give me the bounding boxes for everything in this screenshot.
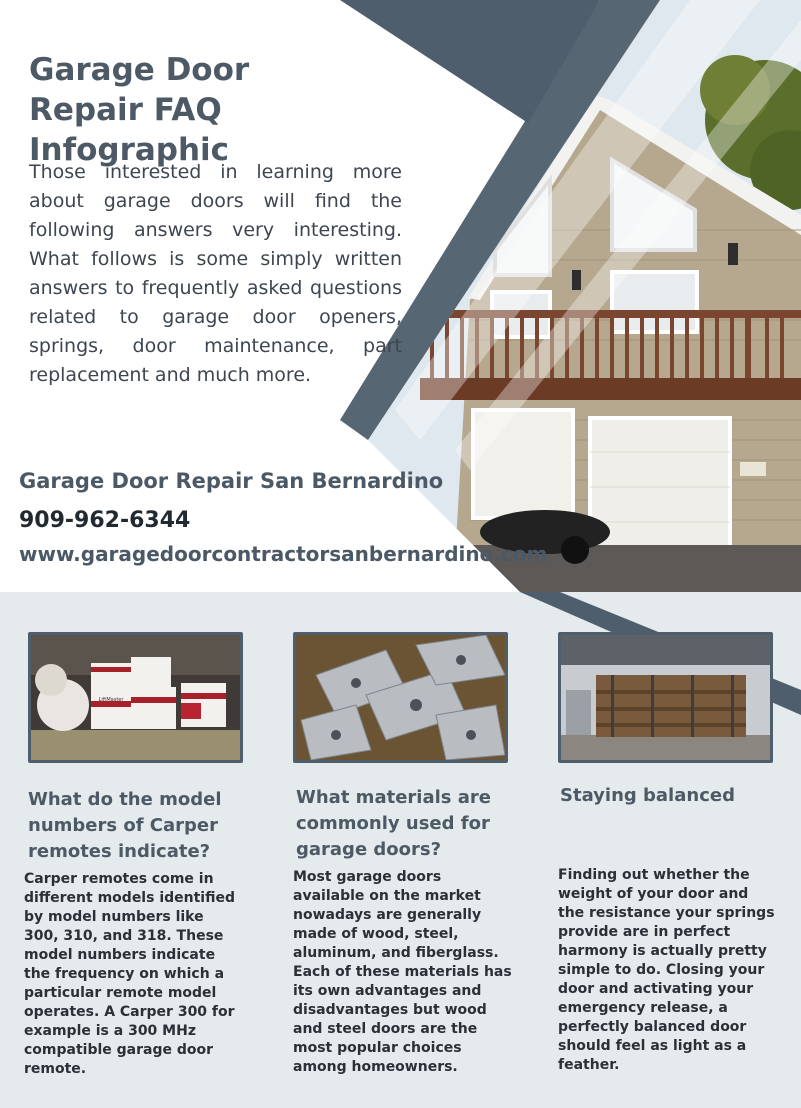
faq-image-workshop: [558, 632, 773, 763]
faq-question-3: Staying balanced: [560, 785, 735, 806]
title-line-1: Garage Door: [29, 52, 250, 88]
faq-question-2: What materials are commonly used for garage doors?: [296, 787, 491, 860]
company-name: Garage Door Repair San Bernardino: [19, 469, 444, 493]
faq-question-1: What do the model numbers of Carper remotes indicate?: [28, 789, 222, 862]
faq-answer-1: Carper remotes come in different models identified by model numbers like 300, 310, and 318. These model numbers indicate the frequency on which a particular remote model operates. A Carper 300 for example is a 300 MHz compatible garage door remote.: [24, 871, 235, 1077]
phone-number: 909-962-6344: [19, 508, 191, 533]
faq-answer-3: Finding out whether the weight of your door and the resistance your springs provide are in perfect harmony is actually pretty simple to do. Closing your door and activating your emergency release, a perfectly balanced door should feel as light as a feather.: [558, 867, 775, 1073]
faq-image-materials: [293, 632, 508, 763]
title-line-2: Repair FAQ Infographic: [29, 92, 230, 168]
box-label-text: LiftMaster: [98, 697, 124, 703]
faq-image-remotes: [28, 632, 243, 763]
intro-paragraph: Those interested in learning more about garage doors will find the following answers very interesting. What follows is some simply written answers to frequently asked questions related to garage door openers, springs, door maintenance, part replacement and much more.: [29, 161, 402, 386]
website-link[interactable]: www.garagedoorcontractorsanbernardino.com: [19, 542, 548, 566]
faq-answer-2: Most garage doors available on the market nowadays are generally made of wood, steel, aluminum, and fiberglass. Each of these materials has its own advantages and disadvantages but wood and steel doors are the most popular choices among homeowners.: [293, 869, 512, 1075]
